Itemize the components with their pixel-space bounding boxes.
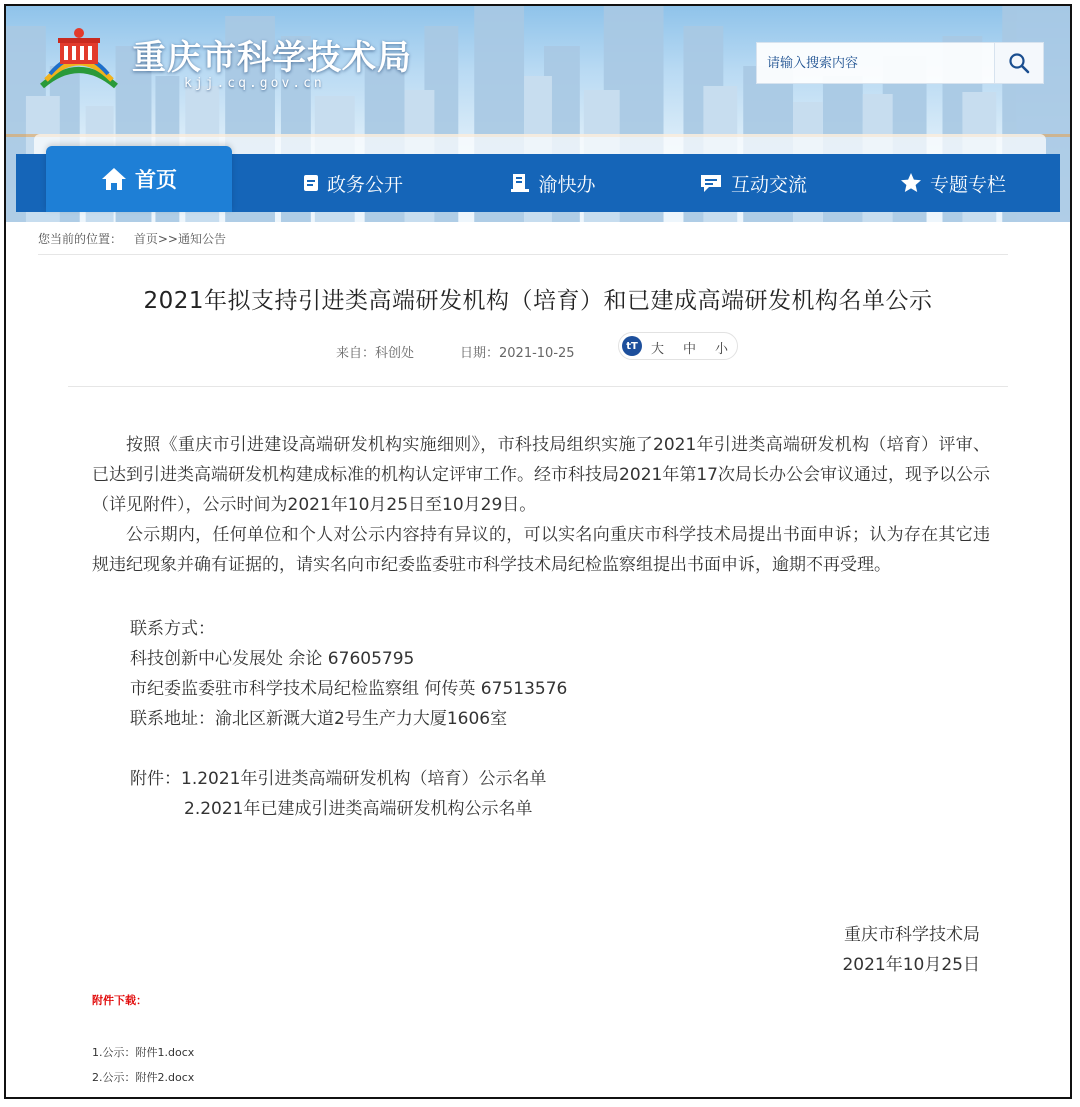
star-icon <box>900 172 922 194</box>
signature-block <box>842 920 980 980</box>
site-title: 重庆市科学技术局 <box>132 38 412 78</box>
home-icon <box>101 167 127 191</box>
attachment-item: 1.2021年引进类高端研发机构（培育）公示名单 <box>181 769 547 789</box>
nav-item-yukuaiban[interactable] <box>460 154 646 212</box>
nav-item-home[interactable] <box>46 146 232 212</box>
download-link[interactable]: 2.公示：附件2.docx <box>92 1071 195 1084</box>
font-size-small[interactable]: 小 <box>715 342 729 357</box>
body-paragraph: 按照《重庆市引进建设高端研发机构实施细则》，市科技局组织实施了2021年引进类高端研发机构（培育）评审、已达到引进类高端研发机构建成标准的机构认定评审工作。经市科技局2021年第17次局长办公会审议通过，现予以公示（详见附件），公示时间为2021年10月25日至10月29日。 <box>92 435 990 515</box>
search-bar <box>756 42 1044 84</box>
emblem-logo-icon <box>36 24 122 94</box>
nav-item-label: 政务公开 <box>326 173 403 196</box>
signature-org: 重庆市科学技术局 <box>844 925 980 945</box>
attachment-label: 附件： <box>130 769 181 789</box>
nav-item-label: 渝快办 <box>538 173 596 196</box>
chat-icon <box>699 173 723 193</box>
font-size-large[interactable]: 大 <box>651 342 665 357</box>
article-date: 日期：2021-10-25 <box>460 346 575 361</box>
article-body <box>92 430 990 580</box>
document-icon <box>303 174 319 192</box>
site-brand[interactable] <box>32 20 412 100</box>
font-size-icon: tT <box>622 336 642 356</box>
search-input[interactable] <box>757 43 995 83</box>
contact-info <box>130 614 567 734</box>
search-button[interactable] <box>994 43 1043 83</box>
article-title: 2021年拟支持引进类高端研发机构（培育）和已建成高端研发机构名单公示 <box>143 288 933 314</box>
breadcrumb-prefix: 您当前的位置： <box>38 232 123 246</box>
header-banner <box>6 6 1070 222</box>
site-domain: kjj.cq.gov.cn <box>184 76 325 91</box>
search-icon <box>1008 52 1030 74</box>
attachment-list <box>130 764 546 824</box>
nav-item-label: 首页 <box>135 168 177 192</box>
body-paragraph: 公示期内，任何单位和个人对公示内容持有异议的，可以实名向重庆市科学技术局提出书面申诉；认为存在其它违规违纪现象并确有证据的，请实名向市纪委监委驻市科学技术局纪检监察组提出书面申诉，逾期不再受理。 <box>92 525 990 575</box>
book-icon <box>510 173 530 193</box>
nav-item-label: 互动交流 <box>730 173 807 196</box>
breadcrumb <box>38 228 1008 255</box>
nav-item-label: 专题专栏 <box>929 173 1006 196</box>
main-nav <box>16 154 1060 212</box>
downloads-title: 附件下载： <box>92 994 147 1007</box>
nav-item-government-affairs[interactable] <box>260 154 446 212</box>
signature-date: 2021年10月25日 <box>842 955 980 975</box>
attachment-item: 2.2021年已建成引进类高端研发机构公示名单 <box>184 799 533 819</box>
download-link[interactable]: 1.公示：附件1.docx <box>92 1046 195 1059</box>
contact-address: 联系地址：渝北区新溉大道2号生产力大厦1606室 <box>130 709 508 729</box>
font-size-switcher <box>618 332 738 360</box>
contact-heading: 联系方式： <box>130 619 215 639</box>
article-source: 来自：科创处 <box>336 346 415 361</box>
font-size-medium[interactable]: 中 <box>683 342 697 357</box>
nav-item-special-topics[interactable] <box>860 154 1046 212</box>
header-divider <box>68 386 1008 387</box>
contact-line: 市纪委监委驻市科学技术局纪检监察组 何传英 67513576 <box>130 679 568 699</box>
contact-line: 科技创新中心发展处 余论 67605795 <box>130 649 415 669</box>
breadcrumb-link[interactable]: 首页>>通知公告 <box>133 232 226 246</box>
nav-item-interaction[interactable] <box>660 154 846 212</box>
page-frame <box>4 4 1072 1099</box>
